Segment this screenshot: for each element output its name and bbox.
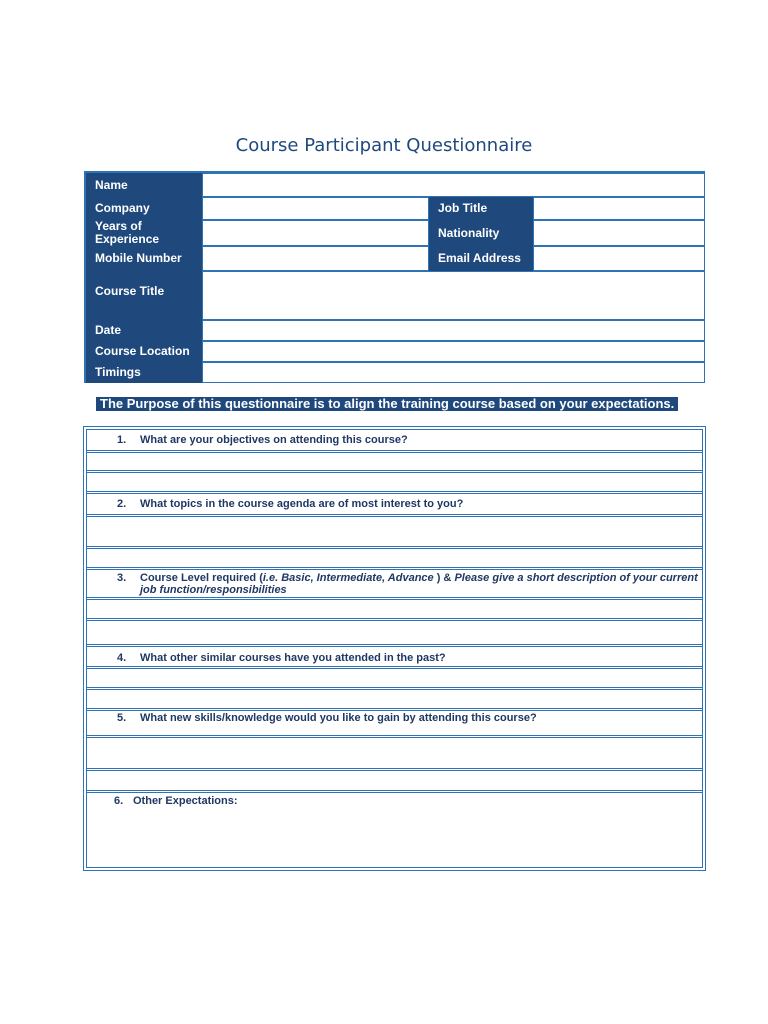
- answer-area-2[interactable]: [87, 516, 702, 566]
- question-text: What other similar courses have you attended in the past?: [140, 652, 446, 664]
- answer-line: [86, 790, 703, 793]
- answer-area-5[interactable]: [87, 737, 702, 789]
- label-company: Company: [86, 197, 202, 220]
- question-text: [140, 572, 700, 596]
- question-number: 4.: [117, 652, 127, 664]
- date-field[interactable]: [202, 320, 705, 341]
- label-years-of-experience: Years of Experience: [86, 220, 202, 246]
- label-name: Name: [86, 173, 202, 197]
- participant-info-table: [84, 171, 705, 383]
- question-number: 2.: [117, 498, 127, 510]
- label-date: Date: [86, 320, 202, 341]
- question-number: 1.: [117, 434, 127, 446]
- question-2: [117, 498, 464, 510]
- document-title: Course Participant Questionnaire: [235, 135, 533, 156]
- answer-line: [86, 644, 703, 647]
- question-text: Other Expectations:: [133, 795, 238, 807]
- purpose-banner: The Purpose of this questionnaire is to align the training course based on your expectations.: [96, 397, 678, 411]
- answer-line: [86, 567, 703, 570]
- label-mobile-number: Mobile Number: [86, 246, 202, 271]
- company-field[interactable]: [202, 197, 429, 220]
- question-text: What topics in the course agenda are of most interest to you?: [140, 498, 464, 510]
- nationality-field[interactable]: [533, 220, 705, 246]
- mobile-number-field[interactable]: [202, 246, 429, 271]
- question-number: 5.: [117, 712, 127, 724]
- years-of-experience-field[interactable]: [202, 220, 429, 246]
- answer-line: [86, 708, 703, 711]
- label-timings: Timings: [86, 362, 202, 383]
- question-5: [117, 712, 537, 724]
- question-text: What new skills/knowledge would you like to gain by attending this course?: [140, 712, 537, 724]
- timings-field[interactable]: [202, 362, 705, 383]
- question-6: [114, 795, 238, 807]
- label-course-location: Course Location: [86, 341, 202, 362]
- label-nationality: Nationality: [429, 220, 533, 246]
- question-3: [117, 572, 698, 596]
- label-email-address: Email Address: [429, 246, 533, 271]
- answer-area-1[interactable]: [87, 452, 702, 490]
- question-4: [117, 652, 446, 664]
- question-text-part: Course Level required (: [140, 572, 263, 584]
- answer-area-6[interactable]: [87, 812, 702, 866]
- answer-area-4[interactable]: [87, 668, 702, 707]
- job-title-field[interactable]: [533, 197, 705, 220]
- question-text-italic: i.e. Basic, Intermediate, Advance: [262, 572, 434, 584]
- label-course-title: Course Title: [86, 271, 202, 320]
- course-title-field[interactable]: [202, 271, 705, 320]
- question-text: What are your objectives on attending this course?: [140, 434, 408, 446]
- question-text-italic: Please give a short description of your current job function/responsibilities: [140, 572, 698, 596]
- question-1: [117, 434, 408, 446]
- name-field[interactable]: [202, 173, 705, 197]
- answer-area-3[interactable]: [87, 599, 702, 643]
- course-location-field[interactable]: [202, 341, 705, 362]
- question-text-part: ) &: [433, 572, 455, 584]
- question-number: 3.: [117, 572, 127, 584]
- email-address-field[interactable]: [533, 246, 705, 271]
- question-number: 6.: [114, 795, 124, 807]
- label-job-title: Job Title: [429, 197, 533, 220]
- answer-line: [86, 491, 703, 494]
